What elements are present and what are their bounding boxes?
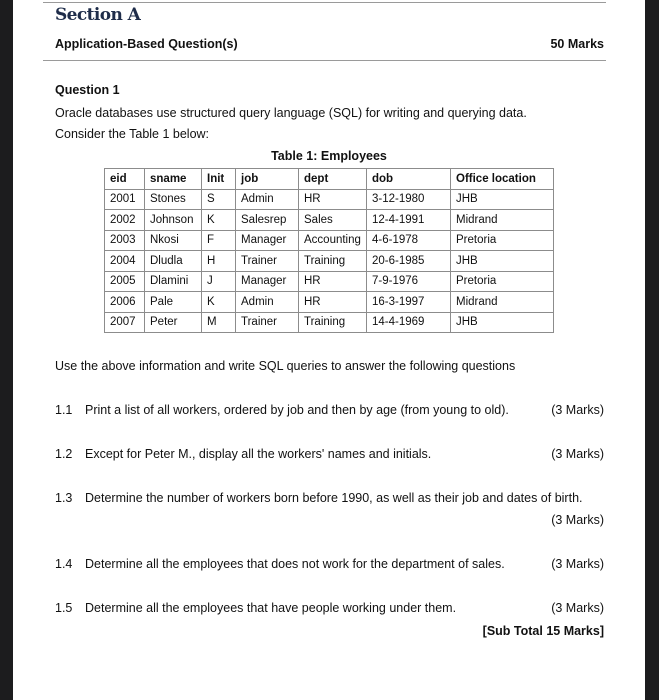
section-title: Section A [55, 5, 141, 25]
table-caption: Table 1: Employees [271, 149, 387, 163]
subquestion-text: Except for Peter M., display all the workers' names and initials. [85, 447, 432, 461]
cell-job: Salesrep [236, 210, 299, 231]
cell-init: J [202, 271, 236, 292]
subquestion-text: Determine the number of workers born before 1990, as well as their job and dates of birth. [85, 491, 583, 505]
question-intro-line2: Consider the Table 1 below: [55, 127, 210, 141]
subquestion-number: 1.2 [55, 447, 73, 461]
cell-sname: Dlamini [145, 271, 202, 292]
section-subtitle: Application-Based Question(s) [55, 37, 238, 51]
col-header-dept: dept [299, 169, 367, 190]
cell-eid: 2007 [105, 312, 145, 333]
subquestion-marks: (3 Marks) [551, 447, 604, 461]
cell-office-location: Midrand [451, 210, 554, 231]
subquestion-1-3-marks: (3 Marks) [551, 513, 604, 527]
cell-sname: Johnson [145, 210, 202, 231]
subquestion-number: 1.4 [55, 557, 73, 571]
col-header-sname: sname [145, 169, 202, 190]
section-subheader [55, 37, 604, 51]
table-row [105, 271, 554, 292]
employees-table [104, 168, 554, 333]
cell-dept: Training [299, 312, 367, 333]
document-page [13, 0, 645, 700]
cell-dept: HR [299, 271, 367, 292]
cell-dept: HR [299, 189, 367, 210]
cell-dob: 3-12-1980 [367, 189, 451, 210]
cell-dob: 4-6-1978 [367, 230, 451, 251]
cell-init: K [202, 210, 236, 231]
cell-job: Admin [236, 292, 299, 313]
col-header-job: job [236, 169, 299, 190]
col-header-eid: eid [105, 169, 145, 190]
cell-job: Admin [236, 189, 299, 210]
question-title: Question 1 [55, 83, 120, 97]
cell-dob: 12-4-1991 [367, 210, 451, 231]
section-total-marks: 50 Marks [550, 37, 604, 51]
cell-dob: 7-9-1976 [367, 271, 451, 292]
cell-init: S [202, 189, 236, 210]
table-row [105, 189, 554, 210]
question-intro-line1: Oracle databases use structured query language (SQL) for writing and querying data. [55, 106, 527, 120]
table-row [105, 230, 554, 251]
cell-sname: Peter [145, 312, 202, 333]
cell-init: M [202, 312, 236, 333]
cell-sname: Nkosi [145, 230, 202, 251]
cell-eid: 2006 [105, 292, 145, 313]
table-row [105, 292, 554, 313]
subquestion-marks: (3 Marks) [551, 601, 604, 615]
cell-office-location: Pretoria [451, 230, 554, 251]
cell-dob: 14-4-1969 [367, 312, 451, 333]
cell-dept: HR [299, 292, 367, 313]
cell-eid: 2001 [105, 189, 145, 210]
cell-office-location: Pretoria [451, 271, 554, 292]
cell-dob: 20-6-1985 [367, 251, 451, 272]
col-header-init: Init [202, 169, 236, 190]
cell-job: Trainer [236, 312, 299, 333]
subquestion-text: Determine all the employees that have people working under them. [85, 601, 457, 615]
subtotal-marks: [Sub Total 15 Marks] [482, 624, 604, 638]
col-header-dob: dob [367, 169, 451, 190]
cell-sname: Pale [145, 292, 202, 313]
cell-eid: 2003 [105, 230, 145, 251]
cell-dob: 16-3-1997 [367, 292, 451, 313]
cell-dept: Accounting [299, 230, 367, 251]
subquestion-number: 1.3 [55, 491, 73, 505]
table-header-row [105, 169, 554, 190]
cell-eid: 2005 [105, 271, 145, 292]
cell-office-location: JHB [451, 251, 554, 272]
cell-init: F [202, 230, 236, 251]
cell-job: Trainer [236, 251, 299, 272]
cell-dept: Sales [299, 210, 367, 231]
subquestion-text: Print a list of all workers, ordered by job and then by age (from young to old). [85, 403, 509, 417]
cell-eid: 2002 [105, 210, 145, 231]
cell-sname: Stones [145, 189, 202, 210]
table-row [105, 312, 554, 333]
cell-office-location: Midrand [451, 292, 554, 313]
table-row [105, 210, 554, 231]
header-divider [43, 60, 606, 61]
cell-job: Manager [236, 230, 299, 251]
cell-dept: Training [299, 251, 367, 272]
subquestion-text: Determine all the employees that does not work for the department of sales. [85, 557, 505, 571]
subquestion-marks: (3 Marks) [551, 403, 604, 417]
cell-sname: Dludla [145, 251, 202, 272]
cell-init: H [202, 251, 236, 272]
cell-job: Manager [236, 271, 299, 292]
cell-eid: 2004 [105, 251, 145, 272]
table-row [105, 251, 554, 272]
col-header-office-location: Office location [451, 169, 554, 190]
right-dark-border [645, 0, 659, 700]
subquestion-marks: (3 Marks) [551, 557, 604, 571]
cell-office-location: JHB [451, 312, 554, 333]
left-dark-border [0, 0, 13, 700]
subquestion-number: 1.5 [55, 601, 73, 615]
subquestion-number: 1.1 [55, 403, 73, 417]
instruction-text: Use the above information and write SQL queries to answer the following questions [55, 359, 516, 373]
cell-init: K [202, 292, 236, 313]
cell-office-location: JHB [451, 189, 554, 210]
top-divider [43, 2, 606, 3]
